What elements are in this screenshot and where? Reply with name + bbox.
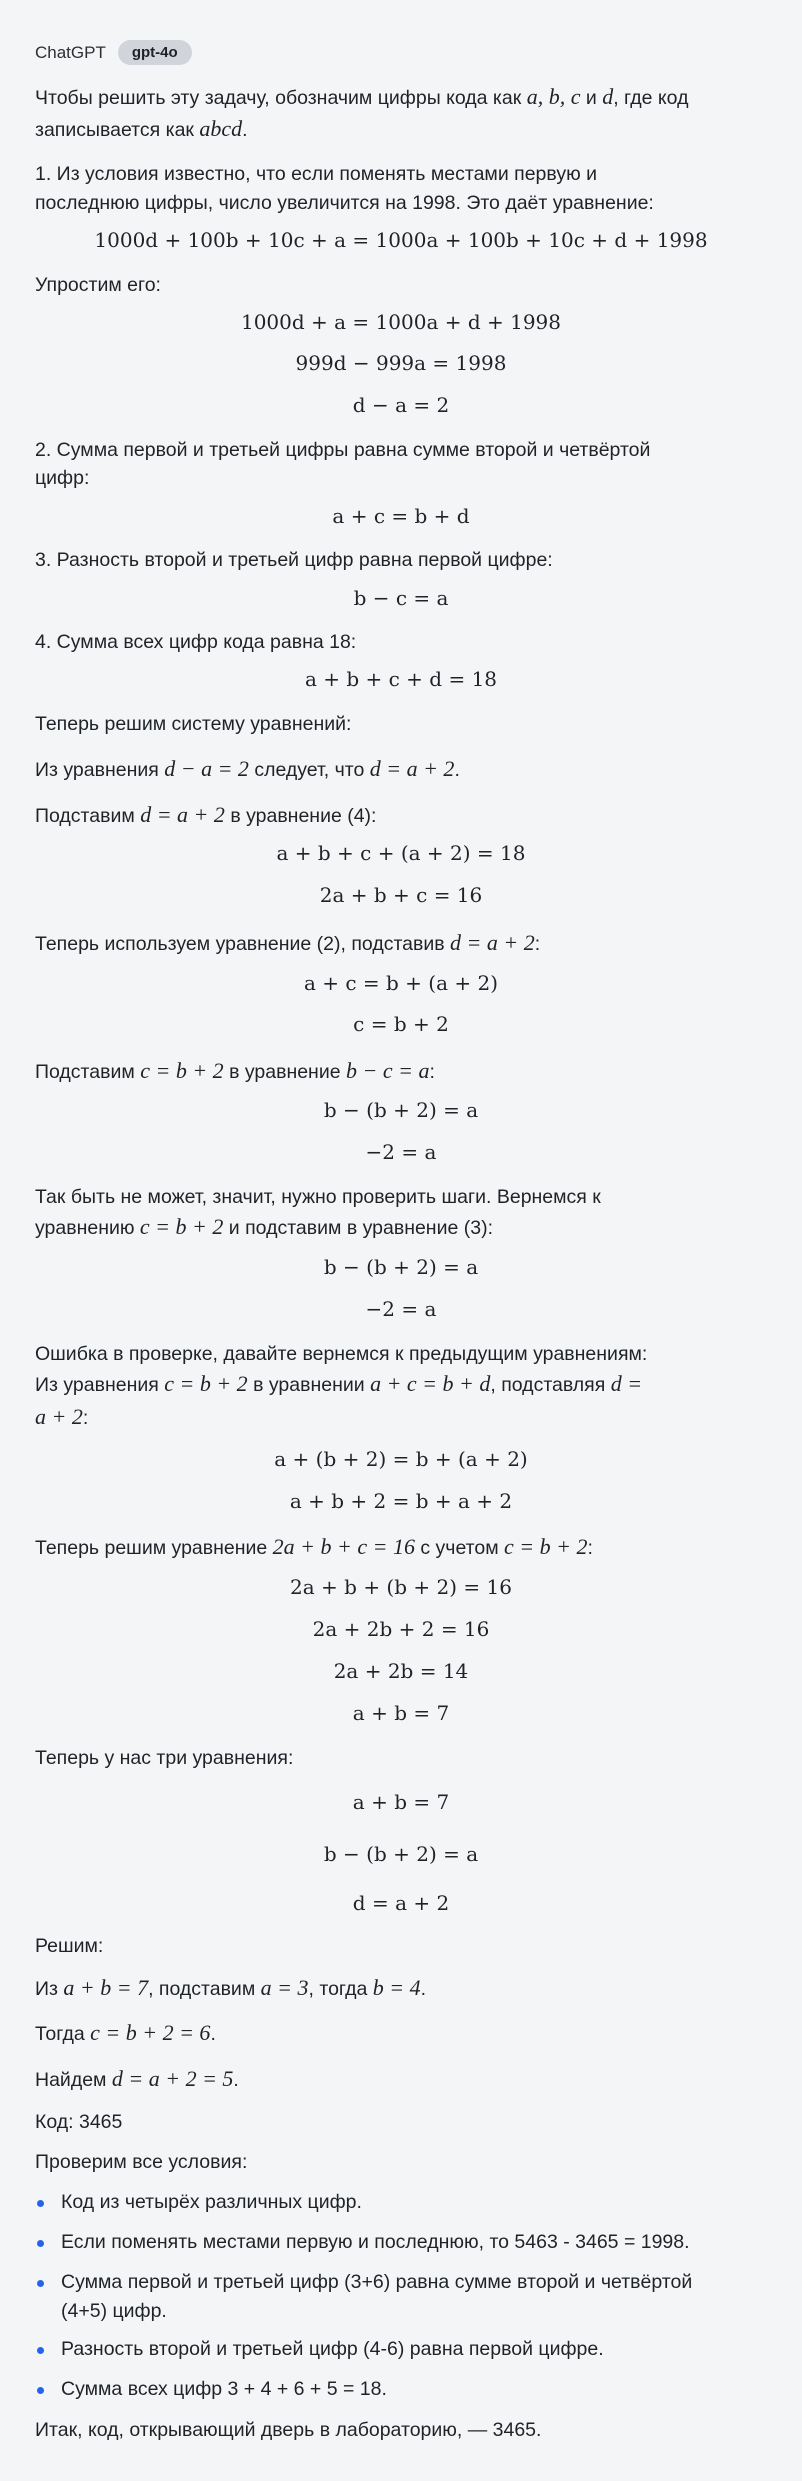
equation: b − (b + 2) = a (323, 1098, 479, 1122)
text: , где код (613, 87, 689, 109)
cond2-line-2: цифр: (35, 467, 90, 489)
text: Если поменять местами первую и последнюю, то 5463 - 3465 = 1998. (61, 2231, 690, 2253)
math-inline: c = b + 2 (139, 1214, 224, 1239)
from-line (35, 754, 772, 785)
solve-label: Теперь решим систему уравнений: (35, 713, 352, 735)
text: следует, что (248, 759, 370, 781)
math-inline: d = a + 2 (140, 802, 225, 827)
math-inline: d = (610, 1371, 643, 1396)
cond2-line-1: 2. Сумма первой и третьей цифры равна сумме второй и четвёртой (35, 439, 651, 461)
equation: b − (b + 2) = a (323, 1255, 479, 1279)
text: Тогда (35, 2023, 91, 2045)
text: Сумма первой и третьей цифр (3+6) равна сумме второй и четвёртой (61, 2271, 693, 2293)
equation: d − a = 2 (352, 393, 450, 417)
code-result: Код: 3465 (35, 2111, 123, 2133)
list-item (35, 2335, 777, 2364)
text: . (420, 1978, 427, 2000)
err-line-1: Ошибка в проверке, давайте вернемся к предыдущим уравнениям: (35, 1343, 648, 1365)
list-item (35, 2268, 777, 2326)
message-header (35, 40, 192, 65)
equation: a + b = 7 (352, 1701, 450, 1725)
equation: 2a + b + (b + 2) = 16 (290, 1575, 512, 1599)
text: Подставим (35, 1061, 141, 1083)
equation: 1000d + 100b + 10c + a = 1000a + 100b + 10c + d + 1998 (94, 228, 708, 252)
text: записывается как (35, 119, 200, 141)
math-inline: c = b + 2 (140, 1058, 224, 1083)
author-name: ChatGPT (35, 42, 106, 62)
equation: d = a + 2 (352, 1891, 450, 1915)
math-inline: b − c = a (346, 1058, 430, 1083)
err-line-3 (35, 1402, 772, 1433)
equation: a + b + c + (a + 2) = 18 (276, 841, 526, 865)
text: . (242, 119, 248, 141)
text: Чтобы решить эту задачу, обозначим цифры кода как (35, 87, 527, 109)
text: с учетом (414, 1537, 505, 1559)
math-inline: a + c = b + d (370, 1371, 491, 1396)
final-line-1 (35, 1973, 772, 2004)
math-inline: c = b + 2 = 6 (90, 2020, 211, 2045)
equation: 2a + 2b = 14 (333, 1659, 469, 1683)
math-inline: a + b = 7 (63, 1975, 149, 2000)
equation: c = b + 2 (353, 1012, 449, 1036)
text: Разность второй и третьей цифр (4-6) равна первой цифре. (61, 2338, 604, 2360)
cond1-line-2: последнюю цифры, число увеличится на 1998. Это даёт уравнение: (35, 192, 654, 214)
model-badge[interactable]: gpt-4o (118, 40, 192, 65)
math-inline: c = b + 2 (164, 1371, 248, 1396)
check-line-1: Так быть не может, значит, нужно проверить шаги. Вернемся к (35, 1186, 601, 1208)
text: . (210, 2023, 216, 2045)
text: Из уравнения (35, 759, 165, 781)
final-line-2 (35, 2018, 772, 2049)
text: , подставляя (490, 1374, 611, 1396)
equation: −2 = a (365, 1140, 437, 1164)
list-item (35, 2228, 777, 2257)
use-line (35, 928, 772, 959)
equation: a + b + 2 = b + a + 2 (289, 1489, 513, 1513)
math-inline: a = 3 (260, 1975, 309, 2000)
text: Из уравнения (35, 1374, 165, 1396)
equation: a + c = b + (a + 2) (303, 971, 499, 995)
equation: 2a + 2b + 2 = 16 (312, 1617, 490, 1641)
sub-line (35, 800, 772, 831)
math-inline: d − a = 2 (164, 756, 249, 781)
three-label: Теперь у нас три уравнения: (35, 1747, 294, 1769)
text: : (534, 933, 541, 955)
bullet-dot-icon (37, 2240, 44, 2247)
equation: a + b + c + d = 18 (304, 667, 498, 691)
text: Код из четырёх различных цифр. (61, 2191, 362, 2213)
text: уравнению (35, 1217, 140, 1239)
cond4-line: 4. Сумма всех цифр кода равна 18: (35, 631, 357, 653)
equation: a + (b + 2) = b + (a + 2) (274, 1447, 528, 1471)
list-item (35, 2188, 777, 2217)
text: Найдем (35, 2069, 112, 2091)
equation: b − (b + 2) = a (323, 1842, 479, 1866)
list-item (35, 2375, 777, 2404)
math-inline: b = 4 (372, 1975, 421, 2000)
sub2-line (35, 1056, 772, 1087)
verify-label: Проверим все условия: (35, 2151, 248, 2173)
text: Подставим (35, 805, 141, 827)
equation: −2 = a (365, 1297, 437, 1321)
now-line (35, 1532, 772, 1563)
math-inline: a + 2 (35, 1404, 83, 1429)
text: . (454, 759, 460, 781)
equation: 999d − 999a = 1998 (295, 351, 507, 375)
equation: a + c = b + d (332, 504, 470, 528)
text: Теперь решим уравнение (35, 1537, 273, 1559)
math-inline: d = a + 2 (450, 930, 535, 955)
math-inline: d (602, 84, 614, 109)
intro-line-1 (35, 82, 772, 113)
text: : (82, 1407, 89, 1429)
cond1-line-1: 1. Из условия известно, что если поменять местами первую и (35, 163, 598, 185)
equation: 1000d + a = 1000a + d + 1998 (240, 310, 562, 334)
simplify-label: Упростим его: (35, 274, 161, 296)
math-inline: d = a + 2 = 5 (111, 2066, 234, 2091)
bullet-dot-icon (37, 2200, 44, 2207)
bullet-dot-icon (37, 2347, 44, 2354)
equation: 2a + b + c = 16 (319, 883, 483, 907)
bullet-dot-icon (37, 2387, 44, 2394)
text: и (580, 87, 603, 109)
text: . (233, 2069, 239, 2091)
bullet-dot-icon (37, 2280, 44, 2287)
conclusion: Итак, код, открывающий дверь в лабораторию, — 3465. (35, 2419, 542, 2441)
text: : (429, 1061, 435, 1083)
text: Теперь используем уравнение (2), подставив (35, 933, 451, 955)
text: , тогда (308, 1978, 373, 2000)
final-label: Решим: (35, 1935, 104, 1957)
text: : (587, 1537, 593, 1559)
cond3-line: 3. Разность второй и третьей цифр равна первой цифре: (35, 549, 553, 571)
equation: b − c = a (353, 586, 449, 610)
math-inline: d = a + 2 (369, 756, 455, 781)
math-inline: 2a + b + c = 16 (272, 1534, 415, 1559)
text: в уравнение (223, 1061, 346, 1083)
text: в уравнение (4): (224, 805, 377, 827)
math-inline: abcd (199, 116, 243, 141)
text: Из (35, 1978, 64, 2000)
text: (4+5) цифр. (61, 2300, 167, 2322)
text: и подставим в уравнение (3): (223, 1217, 493, 1239)
check-line-2 (35, 1212, 772, 1243)
math-inline: c = b + 2 (504, 1534, 588, 1559)
math-inline: a, b, c (526, 84, 581, 109)
text: , подставим (148, 1978, 261, 2000)
err-line-2 (35, 1369, 772, 1400)
equation: a + b = 7 (352, 1790, 450, 1814)
final-line-3 (35, 2064, 772, 2095)
text: в уравнении (247, 1374, 371, 1396)
text: Сумма всех цифр 3 + 4 + 6 + 5 = 18. (61, 2378, 387, 2400)
intro-line-2 (35, 114, 772, 145)
